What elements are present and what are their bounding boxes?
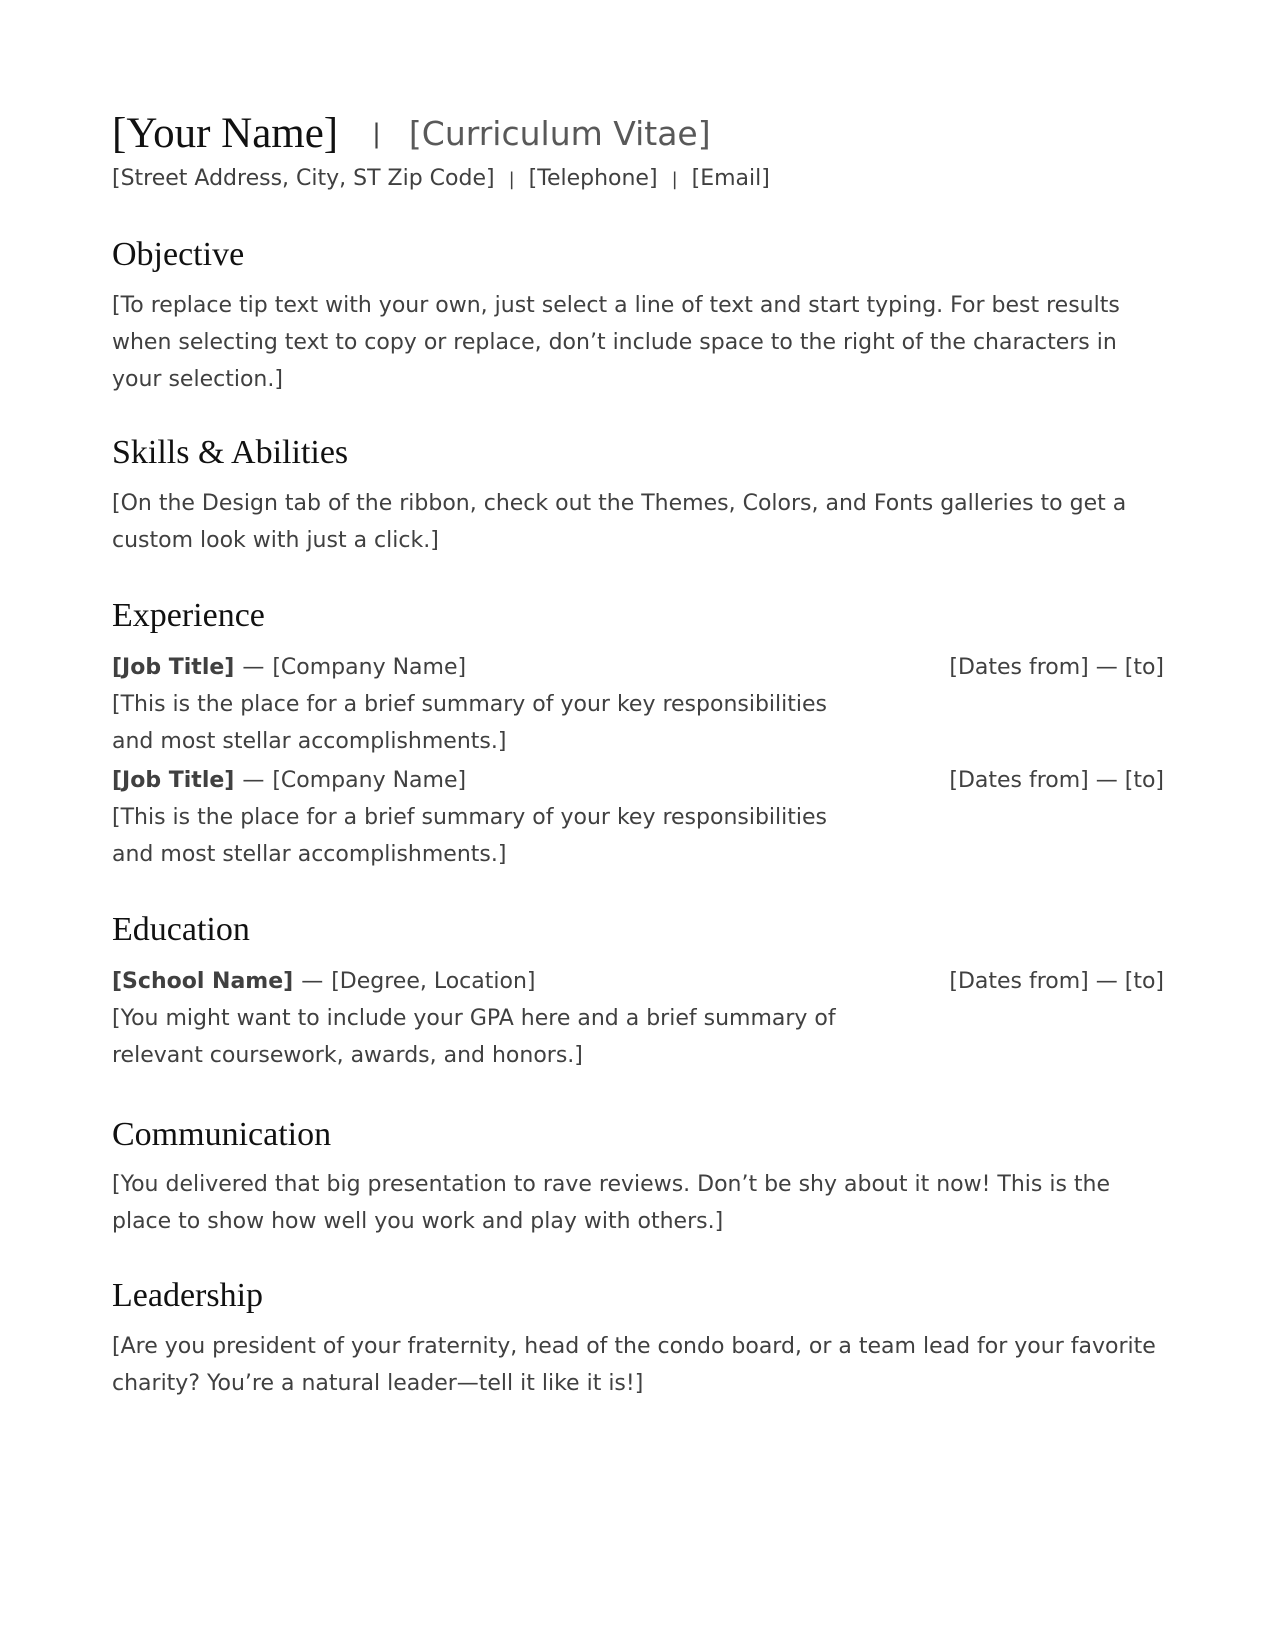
education-description[interactable]: [You might want to include your GPA here and a brief summary of relevant coursework, awards, and honors.] <box>112 1006 836 1068</box>
communication-text[interactable]: [You delivered that big presentation to rave reviews. Don’t be shy about it now! This is the place to show how well you work and play with others.] <box>112 1172 1111 1234</box>
job-description[interactable]: [This is the place for a brief summary of your key responsibilities and most stellar accomplishments.] <box>112 692 827 754</box>
contact-email[interactable]: [Email] <box>691 166 770 191</box>
job-description[interactable]: [This is the place for a brief summary of your key responsibilities and most stellar accomplishments.] <box>112 805 827 867</box>
company-name[interactable]: [Company Name] <box>272 768 467 793</box>
title-dash: — <box>242 768 265 793</box>
skills-heading[interactable]: Skills & Abilities <box>112 434 349 471</box>
experience-heading[interactable]: Experience <box>112 597 265 634</box>
experience-entry <box>112 649 1164 760</box>
resume-page <box>112 0 1164 1650</box>
contact-separator: | <box>508 169 515 190</box>
contact-separator: | <box>671 169 678 190</box>
leadership-heading[interactable]: Leadership <box>112 1277 264 1314</box>
resume-name[interactable]: [Your Name] <box>112 110 339 157</box>
contact-address[interactable]: [Street Address, City, ST Zip Code] <box>112 166 495 191</box>
title-dash: — <box>301 969 324 994</box>
contact-telephone[interactable]: [Telephone] <box>528 166 658 191</box>
objective-heading[interactable]: Objective <box>112 236 245 273</box>
job-title[interactable]: [Job Title] <box>112 655 235 680</box>
title-dash: — <box>242 655 265 680</box>
leadership-text[interactable]: [Are you president of your fraternity, head of the condo board, or a team lead for your favorite charity? You’re a natural leader—tell it like it is!] <box>112 1334 1156 1396</box>
education-heading[interactable]: Education <box>112 911 250 948</box>
contact-line <box>112 160 770 198</box>
education-entry <box>112 963 1164 1074</box>
job-dates[interactable]: [Dates from] — [to] <box>949 655 1164 680</box>
education-entry-header <box>112 963 1164 1000</box>
experience-entry-header <box>112 762 1164 799</box>
job-title[interactable]: [Job Title] <box>112 768 235 793</box>
resume-title[interactable]: [Curriculum Vitae] <box>408 114 711 153</box>
degree-location[interactable]: [Degree, Location] <box>331 969 536 994</box>
communication-heading[interactable]: Communication <box>112 1116 332 1153</box>
company-name[interactable]: [Company Name] <box>272 655 467 680</box>
title-separator: | <box>372 119 381 149</box>
experience-entry <box>112 762 1164 873</box>
experience-entry-header <box>112 649 1164 686</box>
school-name[interactable]: [School Name] <box>112 969 294 994</box>
job-dates[interactable]: [Dates from] — [to] <box>949 768 1164 793</box>
education-dates[interactable]: [Dates from] — [to] <box>949 969 1164 994</box>
objective-text[interactable]: [To replace tip text with your own, just select a line of text and start typing. For best results when selecting text to copy or replace, don’t include space to the right of the characters in your selection.] <box>112 293 1120 392</box>
skills-text[interactable]: [On the Design tab of the ribbon, check out the Themes, Colors, and Fonts galleries to get a custom look with just a click.] <box>112 491 1127 553</box>
